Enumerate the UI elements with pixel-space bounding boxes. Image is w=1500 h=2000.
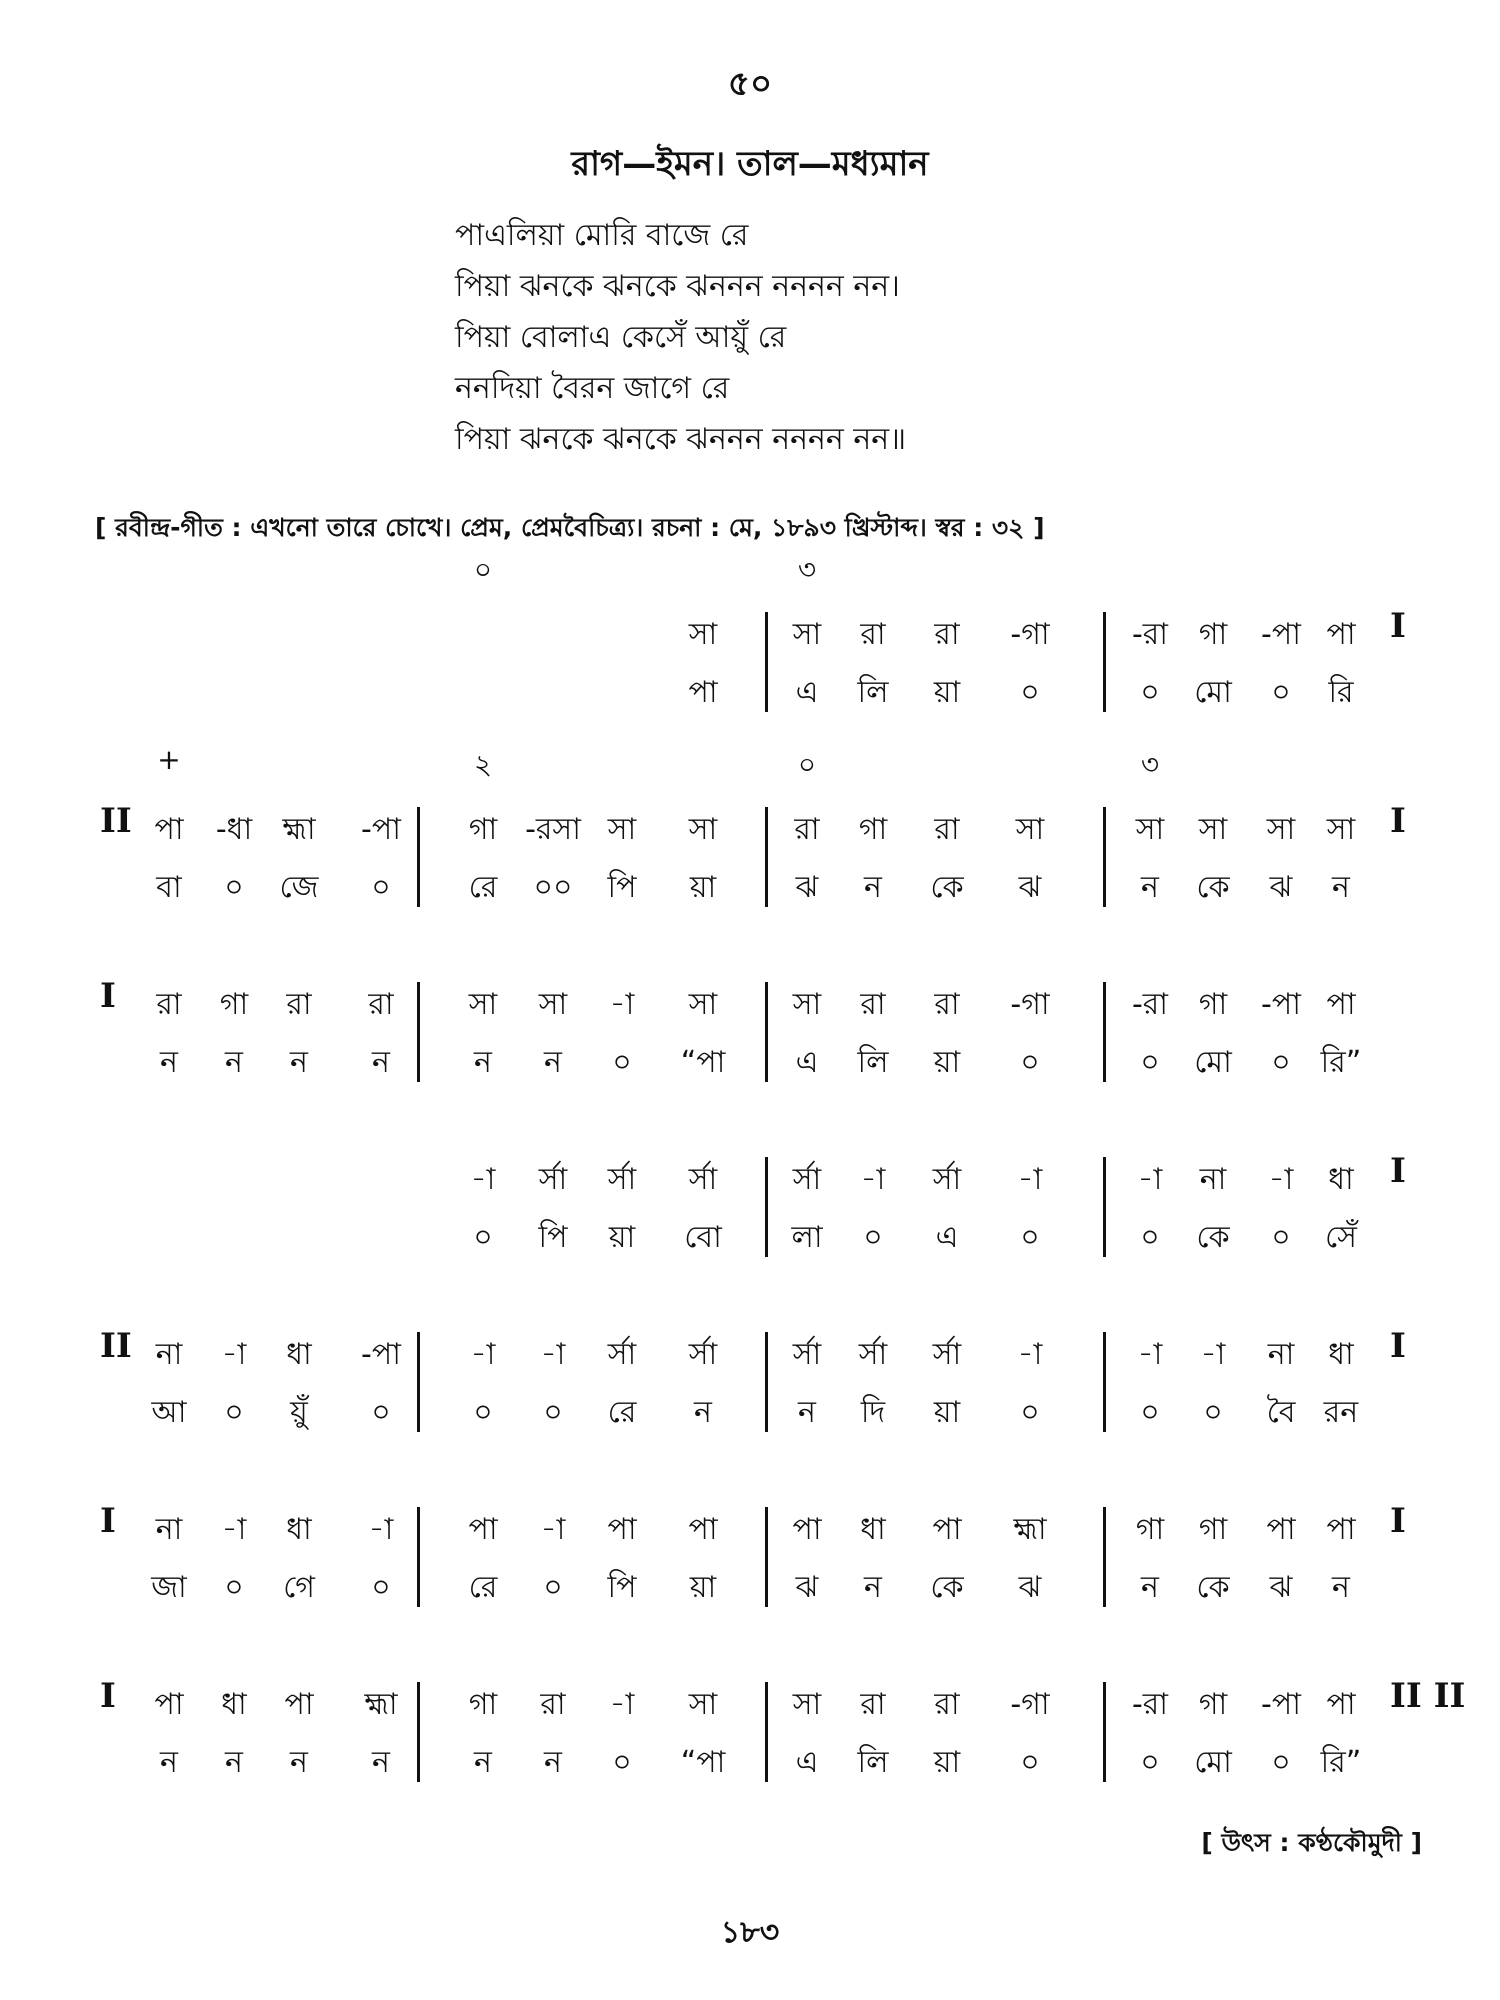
lyric-syllable: ০ xyxy=(224,870,244,905)
lyric-syllable: এ xyxy=(795,1745,819,1780)
swara-note: -া xyxy=(470,1337,496,1372)
lyric-syllable: ন xyxy=(1332,870,1350,905)
swara-note: সা xyxy=(688,1687,718,1722)
lyric-syllable: ন xyxy=(1141,870,1159,905)
swara-note: -া xyxy=(540,1337,566,1372)
lyric-syllable: ০ xyxy=(1271,1045,1291,1080)
swara-note: ধা xyxy=(1328,1337,1354,1372)
lyric-syllable: ন xyxy=(372,1045,390,1080)
lyric-syllable: কে xyxy=(1196,1220,1230,1255)
beat-mark: ০ xyxy=(473,553,493,586)
bar-line xyxy=(417,982,420,1082)
lyric-syllable: ০ xyxy=(371,1395,391,1430)
lyric-syllable: ন xyxy=(474,1745,492,1780)
swara-note: -া xyxy=(1137,1337,1163,1372)
lyric-syllable: বো xyxy=(684,1220,722,1255)
swara-note: না xyxy=(1267,1337,1295,1372)
swara-note: পা xyxy=(1326,617,1356,652)
row-start-separator: II xyxy=(100,1326,132,1366)
swara-note: গা xyxy=(468,812,498,847)
swara-note: -া xyxy=(221,1337,247,1372)
swara-note: সা xyxy=(792,1687,822,1722)
lyric-syllable: য়া xyxy=(933,1045,961,1080)
swara-note: পা xyxy=(468,1512,498,1547)
lyric-syllable: মো xyxy=(1194,1045,1232,1080)
swara-note: র্সা xyxy=(538,1162,568,1197)
bar-line xyxy=(1103,1157,1106,1257)
lyric-syllable: ন xyxy=(864,870,882,905)
swara-note: হ্মা xyxy=(282,812,316,847)
lyric-syllable: ঝ xyxy=(795,1570,819,1605)
swara-note: -গা xyxy=(1010,987,1050,1022)
row-start-separator: I xyxy=(100,976,116,1016)
swara-note: রা xyxy=(540,1687,566,1722)
lyric-syllable: রি” xyxy=(1320,1045,1362,1080)
lyric-syllable: পি xyxy=(607,870,637,905)
swara-note: পা xyxy=(607,1512,637,1547)
rabindra-source-note: [ রবীন্দ্র-গীত : এখনো তারে চোখে। প্রেম, প্রেমবৈচিত্র্য। রচনা : মে, ১৮৯৩ খ্রিস্টাব্দ। স্বর : ৩২ ] xyxy=(95,513,1045,542)
swara-note: রা xyxy=(860,617,886,652)
lyric-syllable: ০ xyxy=(543,1395,563,1430)
lyric-syllable: য়া xyxy=(933,675,961,710)
lyric-syllable: “পা xyxy=(680,1745,726,1780)
lyric-syllable: ০ xyxy=(224,1395,244,1430)
swara-note: হ্মা xyxy=(1013,1512,1047,1547)
swara-note: গা xyxy=(858,812,888,847)
bar-line xyxy=(765,1682,768,1782)
swara-note: না xyxy=(155,1337,183,1372)
lyric-syllable: ০ xyxy=(1271,675,1291,710)
lyric-syllable: ০ xyxy=(1271,1220,1291,1255)
swara-note: রা xyxy=(934,812,960,847)
swara-note: -া xyxy=(1017,1162,1043,1197)
lyric-syllable: পা xyxy=(688,675,718,710)
lyric-syllable: রে xyxy=(468,1570,498,1605)
swara-note: -পা xyxy=(1261,1687,1301,1722)
swara-note: র্সা xyxy=(932,1337,962,1372)
bar-line xyxy=(417,1332,420,1432)
page-number-top: ৫০ xyxy=(727,64,773,104)
lyric-syllable: এ xyxy=(795,1045,819,1080)
swara-note: -া xyxy=(540,1512,566,1547)
swara-note: গা xyxy=(219,987,249,1022)
swara-note: গা xyxy=(1198,987,1228,1022)
lyric-syllable: রন xyxy=(1323,1395,1359,1430)
lyric-syllable: ০ xyxy=(1020,1745,1040,1780)
swara-note: -রা xyxy=(1131,617,1169,652)
lyric-syllable: গে xyxy=(283,1570,315,1605)
lyric-syllable: য়ুঁ xyxy=(290,1395,308,1430)
lyric-syllable: পি xyxy=(607,1570,637,1605)
swara-note: পা xyxy=(284,1687,314,1722)
lyric-syllable: ঝ xyxy=(1269,870,1293,905)
bar-line xyxy=(765,982,768,1082)
lyric-syllable: ০ xyxy=(1020,1220,1040,1255)
swara-note: ধা xyxy=(286,1512,312,1547)
lyric-syllable: লি xyxy=(857,675,889,710)
swara-note: -া xyxy=(1268,1162,1294,1197)
swara-note: রা xyxy=(368,987,394,1022)
raga-heading: রাগ—ইমন। তাল—মধ্যমান xyxy=(571,144,929,184)
swara-note: সা xyxy=(792,617,822,652)
swara-note: রা xyxy=(156,987,182,1022)
lyric-line: পিয়া ঝনকে ঝনকে ঝননন নননন নন॥ xyxy=(455,422,907,457)
swara-note: গা xyxy=(1135,1512,1165,1547)
swara-note: পা xyxy=(688,1512,718,1547)
lyric-syllable: আ xyxy=(151,1395,187,1430)
swara-note: সা xyxy=(538,987,568,1022)
lyric-syllable: য়া xyxy=(608,1220,636,1255)
lyric-syllable: ০ xyxy=(1140,1395,1160,1430)
swara-note: গা xyxy=(1198,1512,1228,1547)
row-end-separator: I xyxy=(1390,1151,1406,1191)
lyric-syllable: বৈ xyxy=(1266,1395,1296,1430)
lyric-syllable: ন xyxy=(290,1045,308,1080)
swara-note: -পা xyxy=(361,1337,401,1372)
lyric-syllable: এ xyxy=(795,675,819,710)
row-end-separator: I xyxy=(1390,1326,1406,1366)
swara-note: র্সা xyxy=(607,1162,637,1197)
lyric-syllable: ঝ xyxy=(1018,870,1042,905)
lyric-syllable: ০ xyxy=(863,1220,883,1255)
lyric-syllable: য়া xyxy=(689,1570,717,1605)
bar-line xyxy=(765,612,768,712)
swara-note: সা xyxy=(1266,812,1296,847)
bar-line xyxy=(765,1507,768,1607)
lyric-syllable: ন xyxy=(160,1745,178,1780)
bar-line xyxy=(1103,982,1106,1082)
lyric-syllable: লি xyxy=(857,1045,889,1080)
lyric-syllable: লি xyxy=(857,1745,889,1780)
swara-note: রা xyxy=(934,1687,960,1722)
swara-note: পা xyxy=(1266,1512,1296,1547)
lyric-syllable: রি xyxy=(1328,675,1354,710)
swara-note: ধা xyxy=(860,1512,886,1547)
lyric-syllable: ০ xyxy=(1020,675,1040,710)
lyric-syllable: জা xyxy=(151,1570,187,1605)
swara-note: র্সা xyxy=(932,1162,962,1197)
lyric-syllable: য়া xyxy=(933,1395,961,1430)
lyric-syllable: মো xyxy=(1194,675,1232,710)
lyric-line: পিয়া বোলাএ কেসেঁ আয়ুঁ রে xyxy=(455,320,787,355)
swara-note: -া xyxy=(368,1512,394,1547)
swara-note: হ্মা xyxy=(364,1687,398,1722)
lyric-syllable: ০ xyxy=(1140,1745,1160,1780)
lyric-syllable: ন xyxy=(372,1745,390,1780)
bar-line xyxy=(765,807,768,907)
swara-note: সা xyxy=(1135,812,1165,847)
beat-mark: ৩ xyxy=(1140,748,1160,781)
row-start-separator: II xyxy=(100,801,132,841)
row-start-separator: I xyxy=(100,1501,116,1541)
swara-note: -পা xyxy=(361,812,401,847)
row-end-separator: I xyxy=(1390,801,1406,841)
lyric-syllable: ন xyxy=(225,1745,243,1780)
swara-note: -া xyxy=(1137,1162,1163,1197)
bar-line xyxy=(417,1507,420,1607)
swara-note: -া xyxy=(1017,1337,1043,1372)
swara-note: র্সা xyxy=(858,1337,888,1372)
footer-source: [ উৎস : কণ্ঠকৌমুদী ] xyxy=(1201,1828,1422,1857)
lyric-syllable: পি xyxy=(538,1220,568,1255)
lyric-syllable: বা xyxy=(156,870,182,905)
lyric-syllable: জে xyxy=(279,870,319,905)
lyric-syllable: ন xyxy=(798,1395,816,1430)
swara-note: সা xyxy=(688,987,718,1022)
swara-note: পা xyxy=(932,1512,962,1547)
swara-note: রা xyxy=(860,987,886,1022)
lyric-syllable: ০ xyxy=(1140,1220,1160,1255)
swara-note: পা xyxy=(792,1512,822,1547)
swara-note: -গা xyxy=(1010,1687,1050,1722)
lyric-syllable: ০ xyxy=(612,1045,632,1080)
lyric-syllable: ঝ xyxy=(1269,1570,1293,1605)
bar-line xyxy=(1103,807,1106,907)
swara-note: সা xyxy=(1326,812,1356,847)
lyric-syllable: ০ xyxy=(473,1220,493,1255)
swara-note: রা xyxy=(934,617,960,652)
swara-note: -রা xyxy=(1131,1687,1169,1722)
lyric-syllable: রে xyxy=(468,870,498,905)
row-end-separator: II II xyxy=(1390,1676,1466,1716)
lyric-syllable: কে xyxy=(930,1570,964,1605)
swara-note: -পা xyxy=(1261,617,1301,652)
lyric-syllable: এ xyxy=(935,1220,959,1255)
bar-line xyxy=(1103,612,1106,712)
lyric-syllable: ন xyxy=(694,1395,712,1430)
lyric-syllable: ০ xyxy=(1140,1045,1160,1080)
swara-note: -া xyxy=(470,1162,496,1197)
lyric-syllable: ঝ xyxy=(1018,1570,1042,1605)
swara-note: পা xyxy=(154,812,184,847)
swara-note: সা xyxy=(607,812,637,847)
lyric-syllable: লা xyxy=(791,1220,823,1255)
swara-note: না xyxy=(1199,1162,1227,1197)
lyric-syllable: ০ xyxy=(1203,1395,1223,1430)
swara-note: -পা xyxy=(1261,987,1301,1022)
lyric-syllable: ০ xyxy=(1020,1045,1040,1080)
lyric-syllable: রে xyxy=(607,1395,637,1430)
swara-note: সা xyxy=(792,987,822,1022)
swara-note: -গা xyxy=(1010,617,1050,652)
lyric-syllable: রি” xyxy=(1320,1745,1362,1780)
lyric-syllable: “পা xyxy=(680,1045,726,1080)
lyric-syllable: ০ xyxy=(371,1570,391,1605)
swara-note: রা xyxy=(286,987,312,1022)
lyric-syllable: ০ xyxy=(612,1745,632,1780)
swara-note: সা xyxy=(1015,812,1045,847)
swara-note: গা xyxy=(468,1687,498,1722)
swara-note: র্সা xyxy=(688,1337,718,1372)
swara-note: পা xyxy=(1326,1512,1356,1547)
lyric-syllable: ন xyxy=(474,1045,492,1080)
swara-note: ধা xyxy=(221,1687,247,1722)
lyric-syllable: ০ xyxy=(371,870,391,905)
swara-note: সা xyxy=(1198,812,1228,847)
swara-note: -া xyxy=(221,1512,247,1547)
lyric-syllable: ন xyxy=(544,1745,562,1780)
lyric-syllable: ০ xyxy=(543,1570,563,1605)
lyric-syllable: ন xyxy=(160,1045,178,1080)
swara-note: গা xyxy=(1198,617,1228,652)
bar-line xyxy=(417,807,420,907)
lyric-syllable: ০ xyxy=(1020,1395,1040,1430)
swara-note: রা xyxy=(794,812,820,847)
beat-mark: ২ xyxy=(473,748,493,781)
swara-note: রা xyxy=(860,1687,886,1722)
beat-mark: + xyxy=(157,743,181,776)
bar-line xyxy=(765,1332,768,1432)
lyric-syllable: য়া xyxy=(689,870,717,905)
swara-note: সা xyxy=(688,617,718,652)
lyric-syllable: ন xyxy=(225,1045,243,1080)
lyric-syllable: ০ xyxy=(1271,1745,1291,1780)
swara-note: সা xyxy=(688,812,718,847)
swara-note: র্সা xyxy=(792,1337,822,1372)
swara-note: র্সা xyxy=(607,1337,637,1372)
bar-line xyxy=(417,1682,420,1782)
swara-note: -া xyxy=(609,1687,635,1722)
swara-note: গা xyxy=(1198,1687,1228,1722)
lyric-syllable: ০ xyxy=(473,1395,493,1430)
swara-note: রা xyxy=(934,987,960,1022)
lyric-syllable: ঝ xyxy=(795,870,819,905)
swara-note: -ধা xyxy=(215,812,253,847)
lyric-line: ননদিয়া বৈরন জাগে রে xyxy=(455,371,730,406)
swara-note: পা xyxy=(1326,987,1356,1022)
swara-note: -া xyxy=(609,987,635,1022)
page-number-bottom: ১৮৩ xyxy=(720,1915,780,1950)
row-start-separator: I xyxy=(100,1676,116,1716)
swara-note: না xyxy=(155,1512,183,1547)
lyric-syllable: সেঁ xyxy=(1325,1220,1357,1255)
bar-line xyxy=(1103,1507,1106,1607)
lyric-syllable: মো xyxy=(1194,1745,1232,1780)
bar-line xyxy=(1103,1332,1106,1432)
row-end-separator: I xyxy=(1390,606,1406,646)
swara-note: -রা xyxy=(1131,987,1169,1022)
beat-mark: ০ xyxy=(797,748,817,781)
lyric-syllable: কে xyxy=(1196,870,1230,905)
swara-note: -া xyxy=(1200,1337,1226,1372)
lyric-syllable: কে xyxy=(1196,1570,1230,1605)
lyric-syllable: ০ xyxy=(1140,675,1160,710)
lyric-syllable: দি xyxy=(860,1395,886,1430)
beat-mark: ৩ xyxy=(797,553,817,586)
swara-note: র্সা xyxy=(688,1162,718,1197)
lyric-line: পাএলিয়া মোরি বাজে রে xyxy=(455,218,749,253)
row-end-separator: I xyxy=(1390,1501,1406,1541)
lyric-syllable: ০ xyxy=(224,1570,244,1605)
lyric-syllable: ন xyxy=(290,1745,308,1780)
swara-note: ধা xyxy=(286,1337,312,1372)
lyric-syllable: ন xyxy=(864,1570,882,1605)
swara-note: র্সা xyxy=(792,1162,822,1197)
swara-note: -রসা xyxy=(525,812,581,847)
bar-line xyxy=(1103,1682,1106,1782)
swara-note: পা xyxy=(154,1687,184,1722)
lyric-syllable: ০০ xyxy=(533,870,573,905)
lyric-line: পিয়া ঝনকে ঝনকে ঝননন নননন নন। xyxy=(455,269,900,304)
bar-line xyxy=(765,1157,768,1257)
lyric-syllable: কে xyxy=(930,870,964,905)
swara-note: -া xyxy=(860,1162,886,1197)
swara-note: পা xyxy=(1326,1687,1356,1722)
swara-note: ধা xyxy=(1328,1162,1354,1197)
lyric-syllable: ন xyxy=(1332,1570,1350,1605)
swara-note: সা xyxy=(468,987,498,1022)
lyric-syllable: য়া xyxy=(933,1745,961,1780)
lyric-syllable: ন xyxy=(544,1045,562,1080)
lyric-syllable: ন xyxy=(1141,1570,1159,1605)
